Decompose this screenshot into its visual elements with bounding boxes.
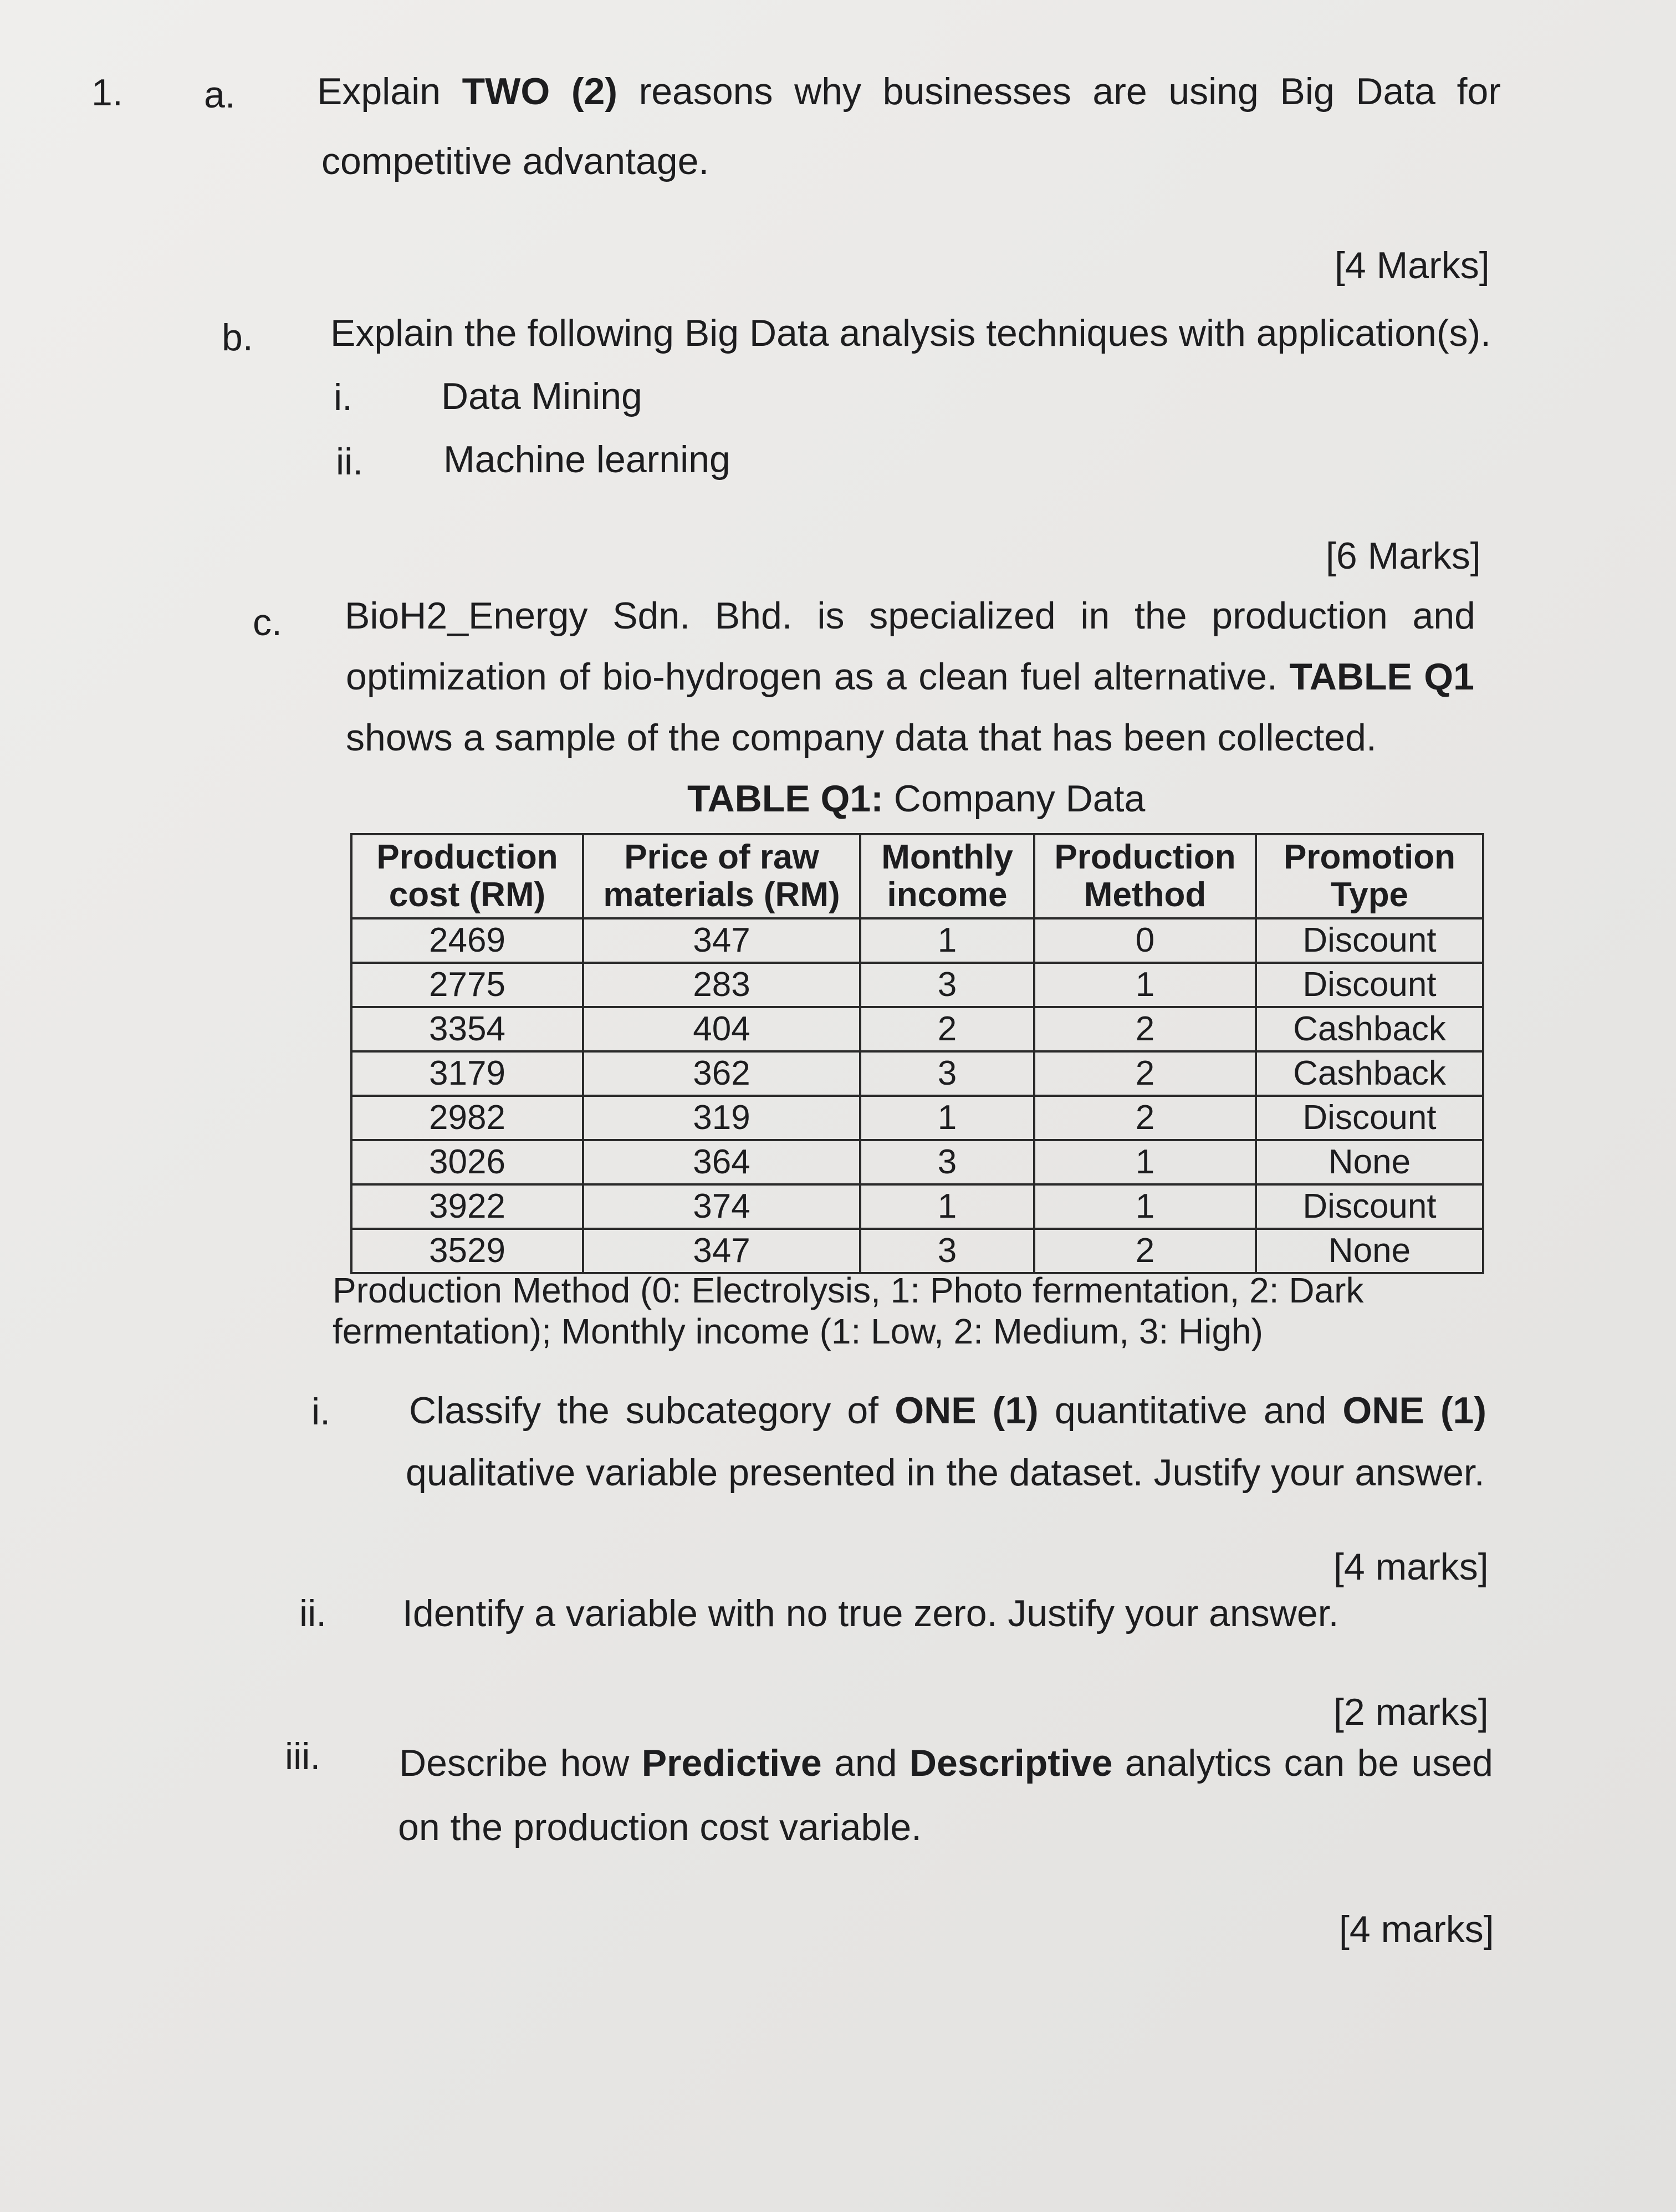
table-row <box>351 1051 1483 1096</box>
table-cell: Discount <box>1256 963 1483 1007</box>
table-cell: Cashback <box>1256 1007 1483 1051</box>
table-cell: Cashback <box>1256 1051 1483 1096</box>
table-cell: 3 <box>860 963 1034 1007</box>
part-a-text-line1: Explain TWO (2) reasons why businesses are using Big Data for <box>317 70 1501 113</box>
table-cell: 2 <box>1034 1096 1256 1140</box>
header-monthly-income: Monthly income <box>860 834 1034 918</box>
sub-question-iii-line1: Describe how Predictive and Descriptive analytics can be used <box>399 1742 1493 1784</box>
table-legend-line2: fermentation); Monthly income (1: Low, 2: Medium, 3: High) <box>333 1311 1263 1351</box>
table-cell: 2982 <box>351 1096 583 1140</box>
table-cell: 1 <box>860 1184 1034 1229</box>
table-cell: None <box>1256 1140 1483 1184</box>
table-cell: 3 <box>860 1140 1034 1184</box>
table-cell: 0 <box>1034 918 1256 963</box>
sub-question-ii-marks: [2 marks] <box>1333 1691 1489 1733</box>
header-price-raw-materials: Price of raw materials (RM) <box>583 834 860 918</box>
table-row <box>351 1184 1483 1229</box>
sub-question-i-line2: qualitative variable presented in the dataset. Justify your answer. <box>406 1452 1485 1494</box>
sub-question-i-line1: Classify the subcategory of ONE (1) quantitative and ONE (1) <box>409 1389 1486 1432</box>
table-cell: None <box>1256 1229 1483 1273</box>
table-cell: Discount <box>1256 1096 1483 1140</box>
part-b-marks: [6 Marks] <box>1326 535 1481 577</box>
part-c-text-line3: shows a sample of the company data that has been collected. <box>346 717 1377 759</box>
table-row <box>351 1140 1483 1184</box>
table-cell: 2 <box>1034 1007 1256 1051</box>
table-row <box>351 918 1483 963</box>
company-data-table <box>350 833 1484 1274</box>
table-cell: 319 <box>583 1096 860 1140</box>
table-cell: Discount <box>1256 1184 1483 1229</box>
table-cell: 2469 <box>351 918 583 963</box>
table-cell: 1 <box>1034 1184 1256 1229</box>
header-production-cost: Production cost (RM) <box>351 834 583 918</box>
part-b-item-text: Machine learning <box>443 438 730 481</box>
part-a-marks: [4 Marks] <box>1335 244 1490 287</box>
table-row <box>351 1007 1483 1051</box>
sub-question-i-marks: [4 marks] <box>1333 1546 1489 1588</box>
table-cell: 362 <box>583 1051 860 1096</box>
table-legend-line1: Production Method (0: Electrolysis, 1: Photo fermentation, 2: Dark <box>333 1270 1364 1310</box>
table-row <box>351 963 1483 1007</box>
header-production-method: Production Method <box>1034 834 1256 918</box>
table-header-row <box>351 834 1483 918</box>
table-cell: 3529 <box>351 1229 583 1273</box>
sub-question-ii-num: ii. <box>299 1592 327 1634</box>
table-cell: 1 <box>1034 1140 1256 1184</box>
part-a-text-line2: competitive advantage. <box>321 140 709 182</box>
sub-question-i-num: i. <box>311 1391 330 1433</box>
table-cell: 283 <box>583 963 860 1007</box>
table-cell: 3 <box>860 1051 1034 1096</box>
table-cell: Discount <box>1256 918 1483 963</box>
table-cell: 364 <box>583 1140 860 1184</box>
part-c-label: c. <box>253 601 282 643</box>
sub-question-iii-num: iii. <box>285 1735 321 1777</box>
part-b-text: Explain the following Big Data analysis techniques with application(s). <box>330 312 1491 354</box>
table-cell: 2 <box>1034 1229 1256 1273</box>
table-cell: 3 <box>860 1229 1034 1273</box>
part-c-text-line2: optimization of bio-hydrogen as a clean fuel alternative. TABLE Q1 <box>346 656 1475 698</box>
table-cell: 404 <box>583 1007 860 1051</box>
sub-question-iii-line2: on the production cost variable. <box>398 1806 922 1848</box>
part-a-label: a. <box>204 74 236 116</box>
table-cell: 1 <box>860 1096 1034 1140</box>
table-cell: 1 <box>860 918 1034 963</box>
part-b-item-text: Data Mining <box>441 375 642 417</box>
question-number: 1. <box>91 71 123 114</box>
table-cell: 3354 <box>351 1007 583 1051</box>
table-cell: 347 <box>583 918 860 963</box>
table-cell: 3026 <box>351 1140 583 1184</box>
part-b-item-num: ii. <box>336 441 364 483</box>
table-cell: 2 <box>1034 1051 1256 1096</box>
table-cell: 2 <box>860 1007 1034 1051</box>
table-row <box>351 1229 1483 1273</box>
table-cell: 374 <box>583 1184 860 1229</box>
table-cell: 2775 <box>351 963 583 1007</box>
part-b-label: b. <box>222 316 253 359</box>
table-cell: 3179 <box>351 1051 583 1096</box>
table-cell: 1 <box>1034 963 1256 1007</box>
part-b-item-num: i. <box>334 376 352 418</box>
header-promotion-type: Promotion Type <box>1256 834 1483 918</box>
table-cell: 347 <box>583 1229 860 1273</box>
table-row <box>351 1096 1483 1140</box>
sub-question-iii-marks: [4 marks] <box>1339 1908 1494 1950</box>
part-c-text-line1: BioH2_Energy Sdn. Bhd. is specialized in the production and <box>345 595 1475 637</box>
sub-question-ii-text: Identify a variable with no true zero. Justify your answer. <box>402 1592 1339 1634</box>
table-caption: TABLE Q1: Company Data <box>687 778 1146 820</box>
table-cell: 3922 <box>351 1184 583 1229</box>
